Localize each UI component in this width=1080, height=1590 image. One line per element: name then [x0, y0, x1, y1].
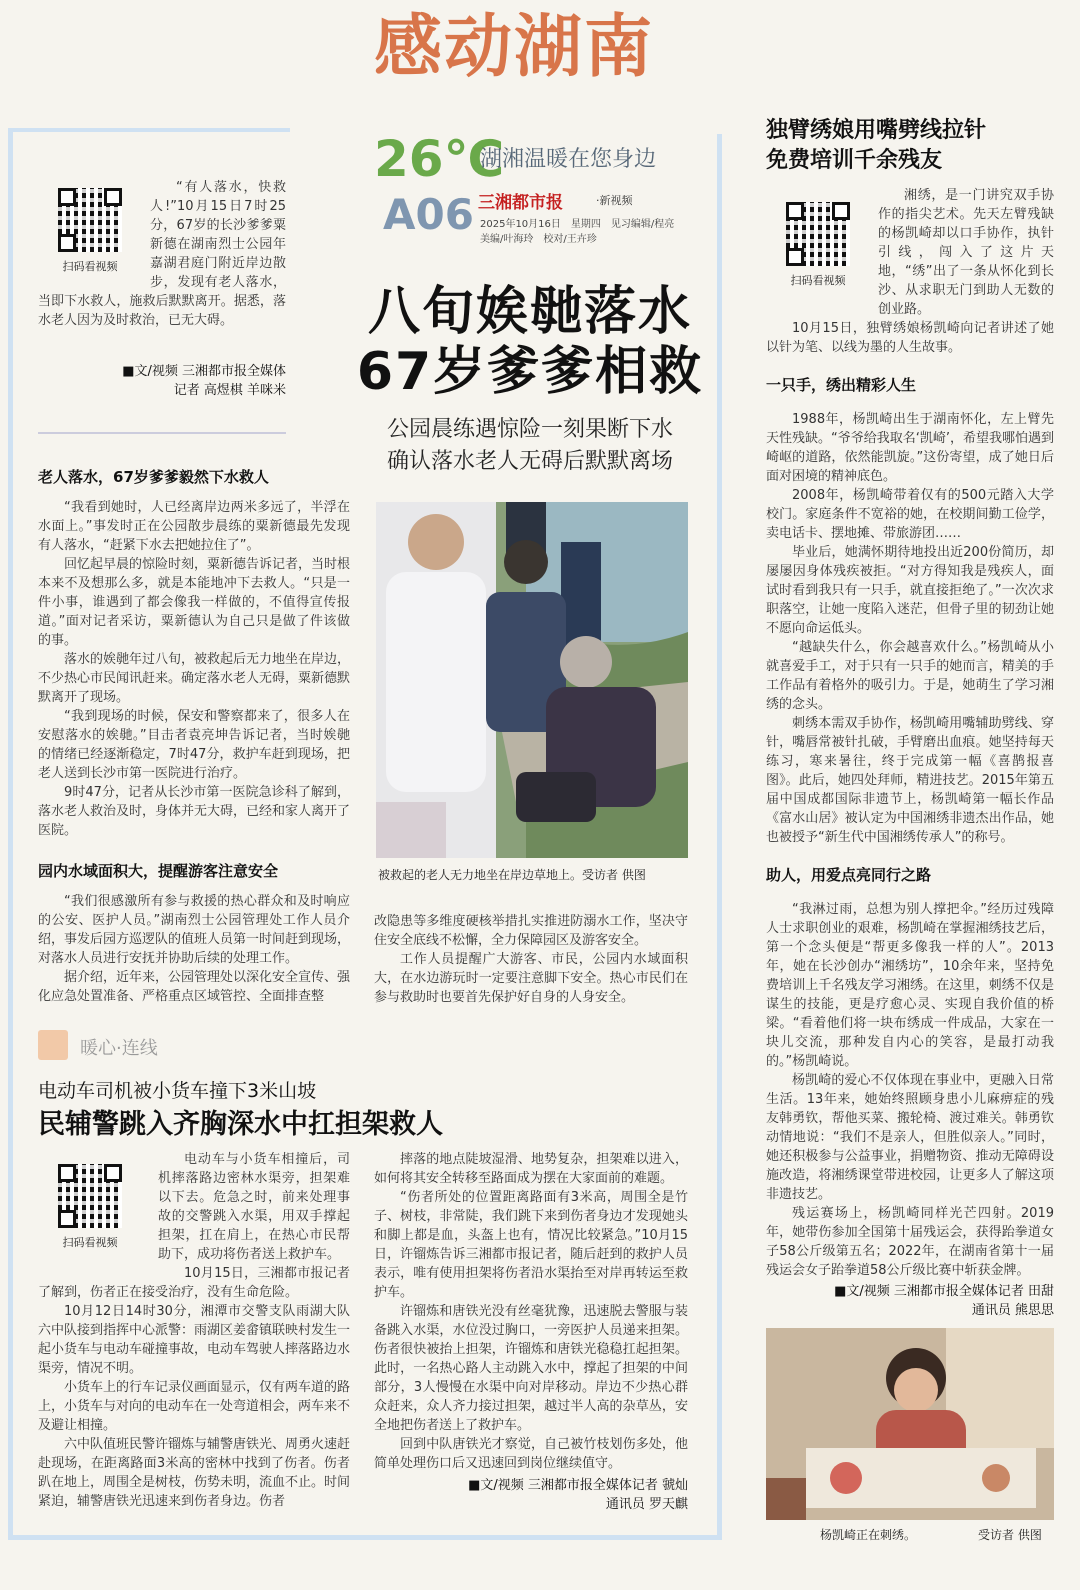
- paragraph: 落水的娭毑年过八旬，被救起后无力地坐在岸边，不少热心市民闻讯赶来。确定落水老人无碍，粟新德默默离开了现场。: [38, 652, 351, 705]
- brand-title: 感动湖南: [374, 7, 655, 87]
- paragraph: 据介绍，近年来，公园管理处以深化安全宣传、强化应急处置准备、严格重点区域管控、全面排查整: [38, 970, 351, 1004]
- rescue-photo: [376, 502, 688, 858]
- warm-col2: [374, 1150, 688, 1473]
- rescue-photo-caption: 被救起的老人无力地坐在岸边草地上。受访者 供图: [378, 868, 646, 882]
- section2-continued: 改隐患等多维度硬核举措扎实推进防溺水工作，坚决守住安全底线不松懈，全力保障园区及游客安全。 工作人员提醒广大游客、市民，公园内水域面积大，在水边游玩时一定要注意脚下安全。热心市民们在参与救助时也要首先保护好自身的人身安全。: [374, 914, 688, 1005]
- embroidery-caption-right: 受访者 供图: [978, 1528, 1042, 1542]
- paragraph: 残运赛场上，杨凯崎同样光芒四射。2019年，她带伤参加全国第十届残运会，获得跆拳道女子58公斤级第五名；2022年，在湖南省第十一届残运会女子跆拳道58公斤级比赛中斩获金牌。: [766, 1206, 1054, 1278]
- paragraph: “我们很感激所有参与救援的热心群众和及时响应的公安、医护人员。”湖南烈士公园管理处工作人员介绍，事发后园方巡逻队的值班人员第一时间赶到现场，对落水人员进行安抚并协助后续的处理工作。: [38, 894, 351, 966]
- section2-heading: 园内水域面积大，提醒游客注意安全: [38, 862, 279, 880]
- meta-design-proof: 美编/叶海玲 校对/王卉珍: [480, 234, 597, 245]
- paragraph: 毕业后，她满怀期待地投出近200份简历，却屡屡因身体残疾被拒。“对方得知我是残疾人，面试时看到我只有一只手，就直接拒绝了。”一次次求职落空，让她一度陷入迷茫，但骨子里的韧劲让她不愿向命运低头。: [766, 545, 1054, 636]
- main-headline: [330, 282, 730, 402]
- section2-body: [38, 892, 350, 1006]
- slogan: 湖湘温暖在您身边: [480, 147, 657, 172]
- paragraph: “越缺失什么，你会越喜欢什么。”杨凯崎从小就喜爱手工，对于只有一只手的她而言，精美的手工作品有着格外的吸引力。于是，她萌生了学习湘绣的念头。: [766, 640, 1054, 712]
- main-subheadline-line1: 公园晨练遇惊险一刻果断下水: [386, 417, 673, 442]
- paragraph: “我看到她时，人已经离岸边两米多远了，半浮在水面上。”事发时正在公园散步晨练的粟新德最先发现有人落水，“赶紧下水去把她拉住了”。: [38, 500, 350, 553]
- qr-label: 扫码看视频: [62, 1236, 118, 1249]
- main-lead: “有人落水，快救人!”10月15日7时25分，67岁的长沙爹爹粟新德在湖南烈士公园年嘉湖君庭门附近岸边散步，发现有老人落水，当即下水救人，施救后默默离开。据悉，落水老人因为及时救治，已无大碍。: [38, 180, 286, 328]
- side-section2-body: [766, 900, 1054, 1280]
- qr-label: 扫码看视频: [790, 274, 846, 287]
- warm-tag: 暖心·连线: [80, 1038, 158, 1059]
- section1-body: [38, 498, 350, 840]
- paragraph: 1988年，杨凯崎出生于湖南怀化，左上臂先天性残缺。“爷爷给我取名‘凯崎’，希望我哪怕遇到崎岖的道路，依然能凯旋。”这份寄望，成了她日后面对困境的精神底色。: [766, 412, 1054, 484]
- main-headline-line1: 八旬娭毑落水: [367, 282, 692, 342]
- paragraph: 小货车上的行车记录仪画面显示，仅有两车道的路上，小货车与对向的电动车在一处弯道相会，两车来不及避让相撞。: [38, 1380, 351, 1433]
- main-headline-line2: 67岁爹爹相救: [356, 342, 704, 402]
- paragraph: 杨凯崎的爱心不仅体现在事业中，更融入日常生活。13年来，她始终照顾身患小儿麻痹症的残友韩勇钦，帮他买菜、搬轮椅、渡过难关。韩勇钦动情地说：“我们不是亲人，但胜似亲人。”同时，她还积极参与公益事业，捐赠物资、推动无障碍设施改造，将湘绣课堂带进校园，让更多人了解这项非遗技艺。: [766, 1073, 1054, 1202]
- warm-title: 民辅警跳入齐胸深水中扛担架救人: [38, 1109, 443, 1140]
- paragraph: 10月12日14时30分，湘潭市交警支队雨湖大队六中队接到指挥中心派警：雨湖区姜畲镇联映村发生一起小货车与电动车碰撞事故，电动车驾驶人摔落路边水渠旁，情况不明。: [38, 1304, 351, 1376]
- side-byline: ■文/视频 三湘都市报全媒体记者 田甜 通讯员 熊思思: [834, 1284, 1054, 1318]
- side-section2-heading: 助人，用爱点亮同行之路: [766, 866, 932, 884]
- embroidery-photo: [766, 1328, 1054, 1520]
- embroidery-photo-illustration: [766, 1328, 1054, 1520]
- main-subheadline-line2: 确认落水老人无碍后默默离场: [386, 449, 673, 474]
- warm-col1: 电动车与小货车相撞后，司机摔落路边密林水渠旁，担架难以下去。危急之时，前来处理事故的交警跳入水渠，用双手撑起担架，扛在肩上，在热心市民帮助下，成功将伤者送上救护车。 10月15日，三湘都市报记者了解到，伤者正在接受治疗，没有生命危险。 10月12日14时30分，湘潭市交警支队雨湖大队六中队接到指挥中心派警：雨湖区姜畲镇联映村发生一起小货车与电动车碰撞事故，电动车驾驶人摔落路边水渠旁，情况不明。 小货车上的行车记录仪画面显示，仅有两车道的路上，小货车与对向的电动车在一处弯道相会，两车来不及避让相撞。 六中队值班民警许镏炼与辅警唐铁光、周勇火速赶赴现场，在距离路面3米高的密林中找到了伤者。伤者趴在地上，周围全是树枝，伤势未明，流血不止。时间紧迫，辅警唐铁光迅速来到伤者身边。伤者: [38, 1152, 351, 1509]
- frame-gap: [290, 118, 732, 134]
- paragraph: “我到现场的时候，保安和警察都来了，很多人在安慰落水的娭毑。”目击者袁亮坤告诉记者，当时娭毑的情绪已经逐渐稳定，7时47分，救护车赶到现场，把老人送到长沙市第一医院进行治疗。: [38, 709, 350, 781]
- side-headline: 独臂绣娘用嘴劈线拉针 免费培训千余残友: [766, 118, 987, 173]
- main-byline: ■文/视频 三湘都市报全媒体 记者 高煜棋 羊咪米: [122, 364, 286, 398]
- paper-name: 三湘都市报: [478, 193, 563, 213]
- paragraph: 回到中队唐铁光才察觉，自己被竹枝划伤多处，他简单处理伤口后又迅速回到岗位继续值守。: [374, 1437, 688, 1471]
- embroidery-caption-left: 杨凯崎正在刺绣。: [820, 1528, 917, 1542]
- rescue-photo-illustration: [376, 502, 688, 858]
- divider: [38, 432, 286, 434]
- paragraph: “我淋过雨，总想为别人撑把伞。”经历过残障人士求职创业的艰难，杨凯崎在掌握湘绣技艺后，第一个念头便是“帮更多像我一样的人”。2013年，她在长沙创办“湘绣坊”，10余年来，坚持免费培训上千名残友学习湘绣。在这里，刺绣不仅是谋生的技能，更是疗愈心灵、实现自我价值的桥梁。“看着他们将一块布绣成一件成品，大家在一块儿交流，那种发自内心的笑容，是最打动我的。”杨凯崎说。: [766, 902, 1054, 1069]
- paragraph: 9时47分，记者从长沙市第一医院急诊科了解到，落水老人救治及时，身体并无大碍，已经和家人离开了医院。: [38, 785, 351, 838]
- paragraph: 许镏炼和唐铁光没有丝毫犹豫，迅速脱去警服与装备跳入水渠，水位没过胸口，一旁医护人员递来担架。伤者很快被抬上担架，许镏炼和唐铁光稳稳扛起担架。此时，一名热心路人主动跳入水中，撑起了担架的中间部分，3人慢慢在水渠中向对岸移动。岸边不少热心群众赶来，众人齐力接过担架，越过半人高的杂草丛，安全地把伤者送上了救护车。: [374, 1304, 688, 1433]
- paragraph: 摔落的地点陡坡湿滑、地势复杂，担架难以进入，如何将其安全转移至路面成为摆在大家面前的难题。: [374, 1152, 688, 1186]
- warm-byline: ■文/视频 三湘都市报全媒体记者 虢灿 通讯员 罗天麒: [468, 1478, 688, 1512]
- paragraph: 2008年，杨凯崎带着仅有的500元踏入大学校门。家庭条件不宽裕的她，在校期间勤工俭学，卖电话卡、摆地摊、带旅游团……: [766, 488, 1054, 541]
- paper-sub: ·新视频: [596, 194, 633, 207]
- side-section1-body: [766, 410, 1054, 847]
- qr-label: 扫码看视频: [62, 260, 118, 273]
- meta-date-editor: 2025年10月16日 星期四 见习编辑/程亮: [480, 219, 675, 230]
- side-section1-heading: 一只手，绣出精彩人生: [766, 376, 917, 394]
- speech-bubble-icon: [38, 1030, 68, 1060]
- main-subheadline: [345, 414, 715, 478]
- paragraph: 六中队值班民警许镏炼与辅警唐铁光、周勇火速赶赴现场，在距离路面3米高的密林中找到了伤者。伤者趴在地上，周围全是树枝，伤势未明，流血不止。时间紧迫，辅警唐铁光迅速来到伤者身边。伤者: [38, 1437, 351, 1509]
- temperature: 26℃: [374, 130, 505, 188]
- paragraph: 刺绣本需双手协作，杨凯崎用嘴辅助劈线、穿针，嘴唇常被针扎破，手臂磨出血痕。她坚持每天练习，寒来暑往，终于完成第一幅《喜鹊报喜图》。此后，她四处拜师，精进技艺。2015年第五届中国成都国际非遗节上，杨凯崎第一幅长作品《富水山居》被认定为中国湘绣非遗杰出作品，她也被授予“新生代中国湘绣传承人”的称号。: [766, 716, 1054, 845]
- paragraph: “伤者所处的位置距离路面有3米高，周围全是竹子、树枝，非常陡，我们跳下来到伤者身边才发现她头和脚上都是血，头盔上也有，情况比较紧急。”10月15日，许镏炼告诉三湘都市报记者，随后赶到的救护人员表示，唯有使用担架将伤者沿水渠抬至对岸再转运至救护车。: [374, 1190, 688, 1300]
- warm-subtitle: 电动车司机被小货车撞下3米山坡: [38, 1080, 317, 1102]
- section1-heading: 老人落水，67岁爹爹毅然下水救人: [38, 468, 269, 486]
- paragraph: 回忆起早晨的惊险时刻，粟新德告诉记者，当时根本来不及想那么多，就是本能地冲下去救人。“只是一件小事，谁遇到了都会像我一样做的，不值得宣传报道。”面对记者采访，粟新德认为自己只是做了件该做的事。: [38, 557, 351, 648]
- paragraph: 10月15日，三湘都市报记者了解到，伤者正在接受治疗，没有生命危险。: [38, 1266, 350, 1300]
- side-lead: 湘绣，是一门讲究双手协作的指尖艺术。先天左臂残缺的杨凯崎却以口手协作，执针引线，闯入了这片天地，“绣”出了一条从怀化到长沙、从求职无门到助人无数的创业路。 10月15日，独臂绣娘杨凯崎向记者讲述了她以针为笔、以线为墨的人生故事。: [766, 188, 1054, 355]
- page-number: A06: [383, 190, 474, 239]
- brand-block: [374, 8, 724, 86]
